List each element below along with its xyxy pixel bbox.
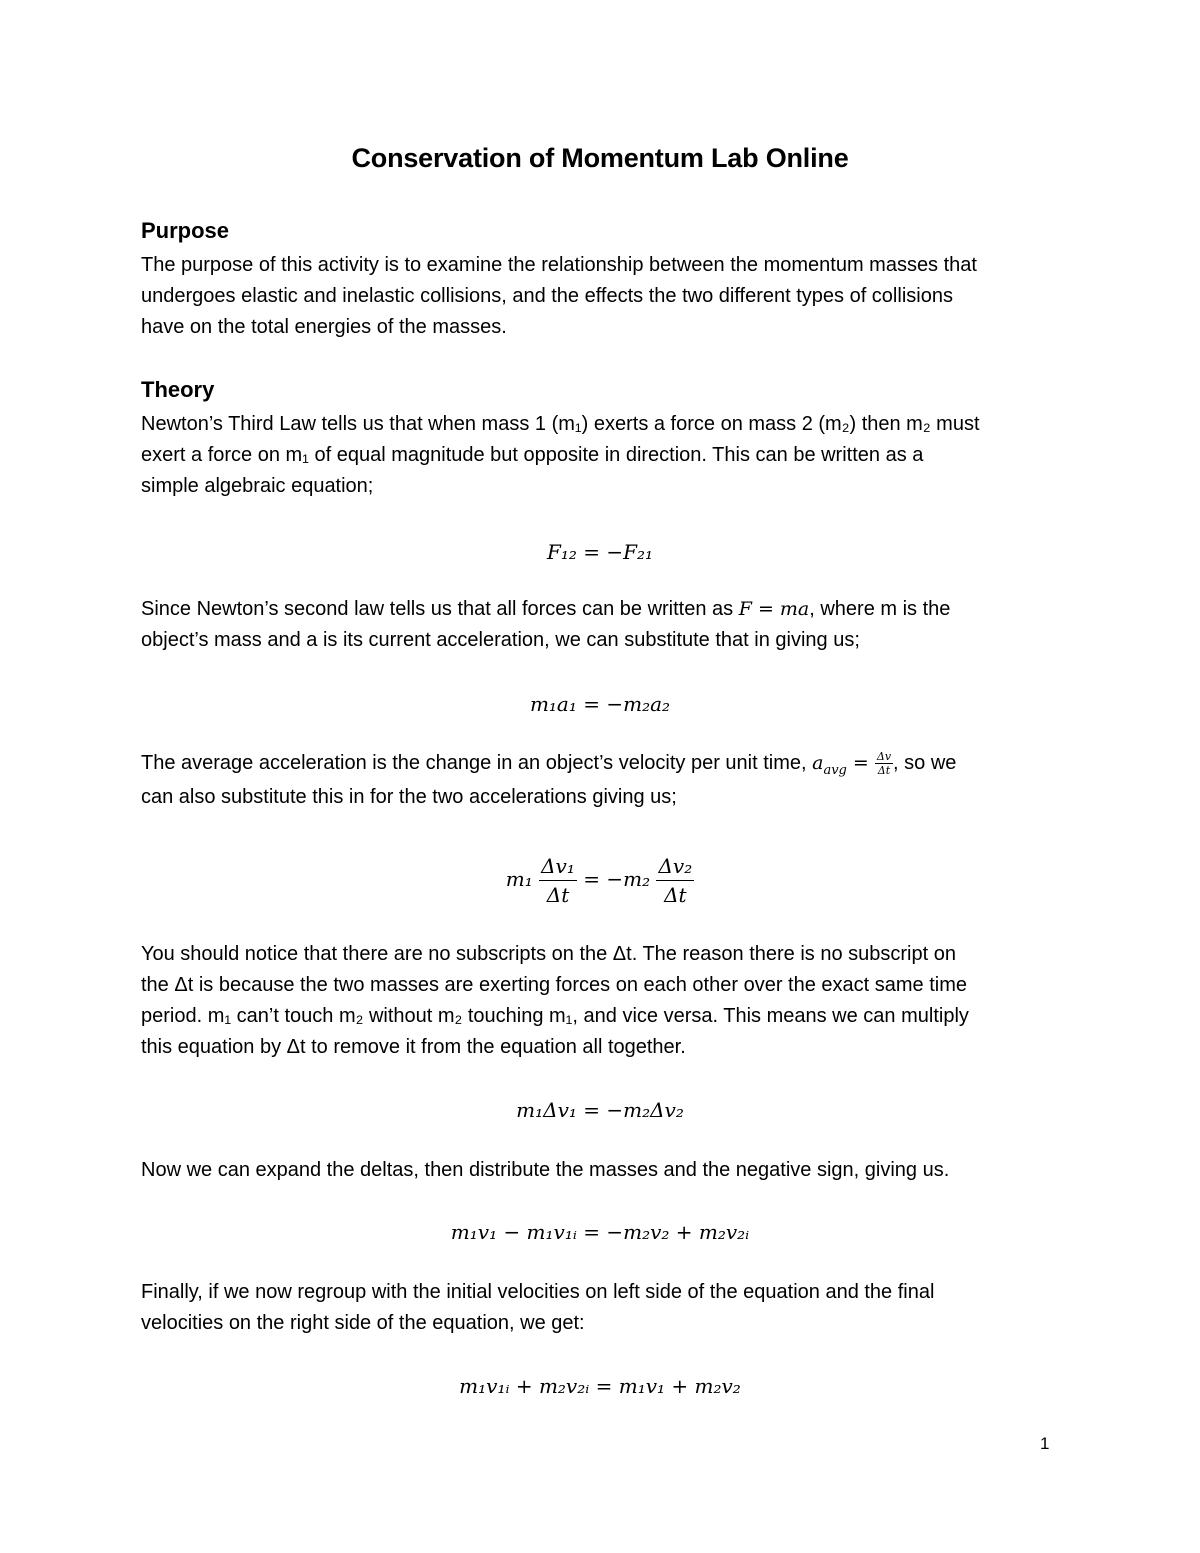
theory-paragraph-6: [141, 1277, 1066, 1339]
purpose-line-1: The purpose of this activity is to examine the relationship between the momentum masses that: [141, 254, 977, 276]
equation-3-den-left: Δt: [546, 883, 570, 907]
theory-paragraph-1: [141, 409, 1066, 502]
theory-p4-line-2: the Δt is because the two masses are exerting forces on each other over the exact same time: [141, 974, 967, 996]
theory-p2-line-2: object’s mass and a is its current acceleration, we can substitute that in giving us;: [141, 629, 860, 651]
equation-1: [0, 540, 1200, 564]
theory-p1-line-1: Newton’s Third Law tells us that when mass 1 (m₁) exerts a force on mass 2 (m₂) then m₂ must: [141, 413, 980, 435]
theory-p1-line-2: exert a force on m₁ of equal magnitude but opposite in direction. This can be written as a: [141, 444, 924, 466]
equation-3: [0, 852, 1200, 909]
inline-math-f-ma: F = ma: [738, 598, 810, 620]
theory-p5-line-1: Now we can expand the deltas, then distribute the masses and the negative sign, giving us.: [141, 1159, 950, 1181]
equation-6: [0, 1374, 1200, 1398]
equation-3-num-left: Δv₁: [539, 852, 577, 881]
theory-paragraph-4: [141, 939, 1066, 1063]
equation-4-text: m₁Δv₁ = −m₂Δv₂: [516, 1098, 684, 1122]
inline-fraction-denominator: Δt: [877, 764, 891, 778]
equation-3-mid: = −m₂: [576, 867, 651, 891]
inline-math-a: a: [812, 752, 824, 774]
purpose-heading: Purpose: [141, 218, 230, 243]
equation-2: [0, 692, 1200, 716]
theory-p1-line-3: simple algebraic equation;: [141, 475, 374, 497]
theory-p3-text-b: , so we: [893, 752, 957, 774]
theory-p2-text-a: Since Newton’s second law tells us that all forces can be written as: [141, 598, 739, 620]
equation-3-den-right: Δt: [664, 883, 687, 907]
theory-p4-line-4: this equation by Δt to remove it from the equation all together.: [141, 1036, 686, 1058]
equation-3-m1: m₁: [505, 867, 533, 891]
theory-paragraph-2: [141, 594, 1066, 656]
equation-4: [0, 1098, 1200, 1122]
equation-5-text: m₁v₁ − m₁v₁ᵢ = −m₂v₂ + m₂v₂ᵢ: [450, 1220, 750, 1244]
theory-p6-line-1: Finally, if we now regroup with the initial velocities on left side of the equation and the final: [141, 1281, 935, 1303]
theory-p3-line-2: can also substitute this in for the two accelerations giving us;: [141, 786, 677, 808]
equation-3-fraction-left: [539, 852, 577, 909]
equation-5: [0, 1220, 1200, 1244]
theory-p6-line-2: velocities on the right side of the equation, we get:: [141, 1312, 585, 1334]
equation-3-fraction-right: [656, 852, 694, 909]
equation-3-num-right: Δv₂: [656, 852, 694, 881]
theory-paragraph-5: [141, 1155, 1066, 1186]
theory-p3-line-1: [141, 748, 1066, 782]
theory-heading: Theory: [141, 377, 215, 402]
theory-p2-text-b: , where m is the: [809, 598, 951, 620]
theory-p3-text-a: The average acceleration is the change in an object’s velocity per unit time,: [141, 752, 813, 774]
equation-2-text: m₁a₁ = −m₂a₂: [529, 692, 671, 716]
theory-p4-line-1: You should notice that there are no subscripts on the Δt. The reason there is no subscript on: [141, 943, 956, 965]
theory-p2-line-1: [141, 594, 1066, 625]
document-title: Conservation of Momentum Lab Online: [351, 143, 849, 173]
equation-1-text: F₁₂ = −F₂₁: [546, 540, 654, 564]
theory-p4-line-3: period. m₁ can’t touch m₂ without m₂ touching m₁, and vice versa. This means we can multiply: [141, 1005, 969, 1027]
inline-fraction-numerator: Δv: [876, 750, 892, 764]
purpose-line-3: have on the total energies of the masses.: [141, 316, 507, 338]
inline-math-equals: =: [846, 752, 875, 774]
inline-fraction-dv-dt: [875, 750, 893, 777]
inline-math-avg-subscript: avg: [823, 763, 847, 778]
purpose-line-2: undergoes elastic and inelastic collisions, and the effects the two different types of collisions: [141, 285, 953, 307]
theory-paragraph-3: [141, 748, 1066, 813]
page-number: 1: [1040, 1434, 1050, 1453]
equation-6-text: m₁v₁ᵢ + m₂v₂ᵢ = m₁v₁ + m₂v₂: [459, 1374, 741, 1398]
purpose-paragraph: [141, 250, 1066, 343]
